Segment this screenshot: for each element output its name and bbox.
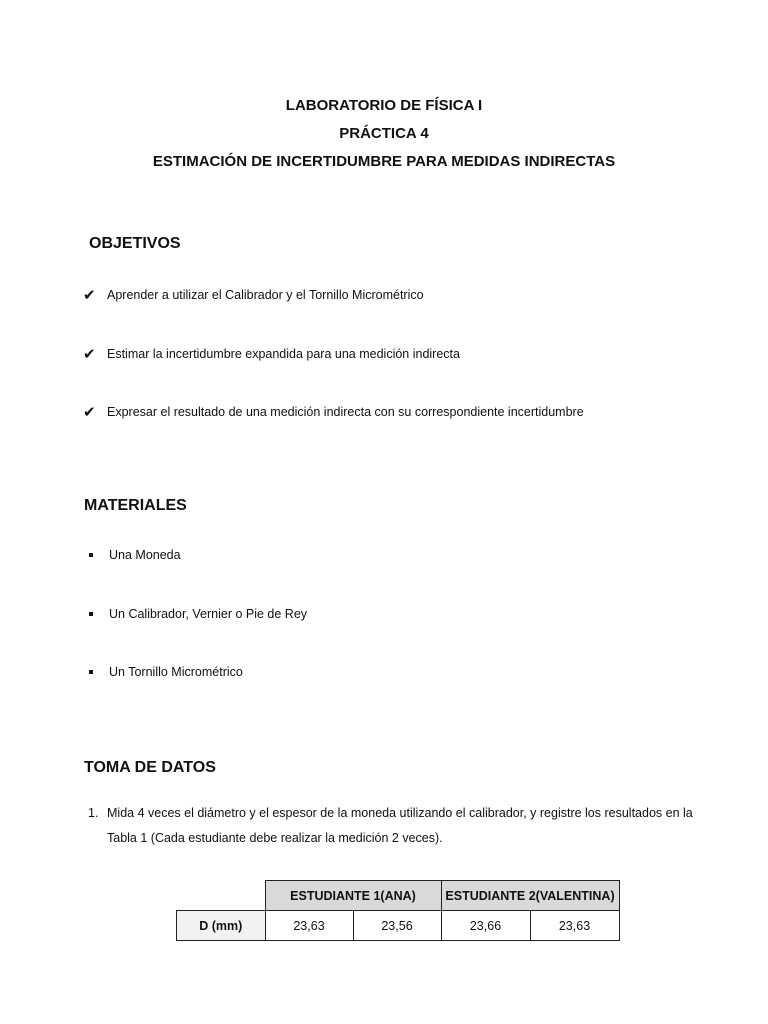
row-header: D (mm) <box>177 911 266 941</box>
table-header-row <box>177 881 620 911</box>
objetivos-heading: OBJETIVOS <box>89 235 181 252</box>
title-line-3: ESTIMACIÓN DE INCERTIDUMBRE PARA MEDIDAS INDIRECTAS <box>152 153 616 170</box>
table-cell: 23,63 <box>530 911 619 941</box>
document-title <box>0 92 768 176</box>
checkmark-icon: ✔ <box>83 346 96 363</box>
material-item <box>83 607 307 621</box>
toma-datos-heading: TOMA DE DATOS <box>84 759 216 776</box>
objetivo-item <box>83 286 424 304</box>
title-line-2: PRÁCTICA 4 <box>339 125 429 142</box>
material-item <box>83 665 243 679</box>
square-bullet-icon <box>89 670 93 674</box>
checkmark-icon: ✔ <box>83 404 96 421</box>
title-line-1: LABORATORIO DE FÍSICA I <box>285 97 483 114</box>
objetivo-item <box>83 345 460 363</box>
square-bullet-icon <box>89 612 93 616</box>
empty-corner-cell <box>177 881 266 911</box>
step-text: Mida 4 veces el diámetro y el espesor de la moneda utilizando el calibrador, y registre los resultados en la Tabla 1 (Cada estudiante debe realizar la medición 2 veces). <box>107 806 693 845</box>
material-item <box>83 548 181 562</box>
checkmark-icon: ✔ <box>83 287 96 304</box>
material-item-text: Una Moneda <box>109 548 181 562</box>
objetivo-item-text: Expresar el resultado de una medición indirecta con su correspondiente incertidumbre <box>107 405 584 419</box>
column-group-header: ESTUDIANTE 1(ANA) <box>265 881 441 911</box>
column-group-header: ESTUDIANTE 2(VALENTINA) <box>441 881 619 911</box>
square-bullet-icon <box>89 553 93 557</box>
materiales-heading: MATERIALES <box>84 497 187 514</box>
material-item-text: Un Tornillo Micrométrico <box>109 665 243 679</box>
table-cell: 23,56 <box>353 911 441 941</box>
material-item-text: Un Calibrador, Vernier o Pie de Rey <box>109 607 308 621</box>
objetivo-item-text: Aprender a utilizar el Calibrador y el Tornillo Micrométrico <box>107 288 424 302</box>
objetivo-item <box>83 403 584 421</box>
numbered-step <box>88 801 718 851</box>
table-cell: 23,63 <box>265 911 353 941</box>
table-row <box>177 911 620 941</box>
data-table <box>176 880 620 941</box>
table-cell: 23,66 <box>441 911 530 941</box>
objetivo-item-text: Estimar la incertidumbre expandida para una medición indirecta <box>107 347 460 361</box>
step-number: 1. <box>88 806 99 820</box>
